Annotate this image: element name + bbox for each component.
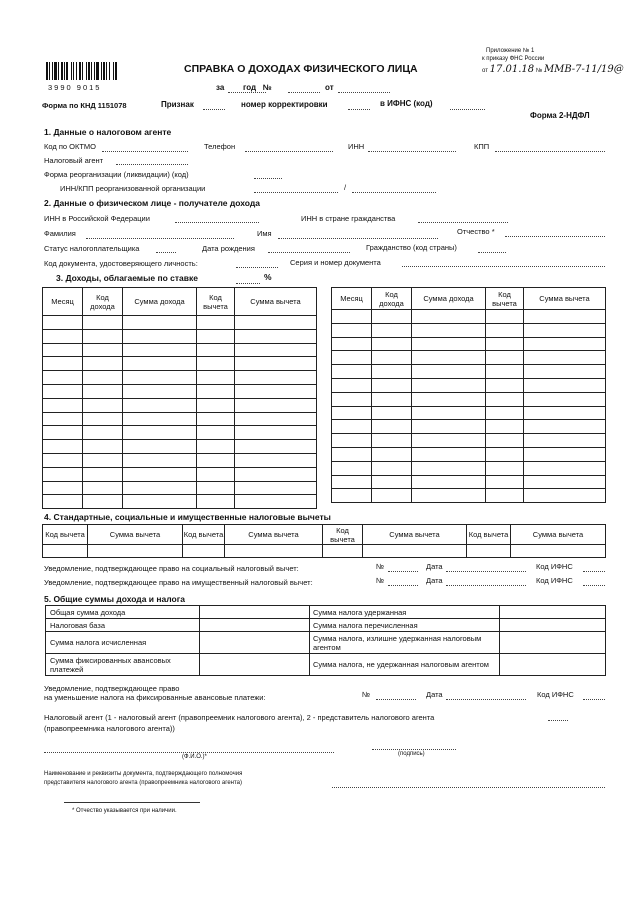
table-row: [43, 495, 317, 509]
table-row: [332, 323, 606, 337]
th-deduction-sum: Сумма вычета: [524, 288, 606, 310]
notice-social-ifns: Код ИФНС: [536, 562, 573, 571]
notice-fixed-date: Дата: [426, 690, 443, 699]
fio-caption: (Ф.И.О.)*: [182, 754, 207, 760]
income-table-left: [42, 287, 317, 509]
page-title: СПРАВКА О ДОХОДАХ ФИЗИЧЕСКОГО ЛИЦА: [184, 63, 418, 75]
name-label: Имя: [257, 229, 272, 238]
totals-table: [45, 605, 606, 676]
fixed-advance-label: Сумма фиксированных авансовых платежей: [46, 654, 200, 676]
table-row: [43, 316, 317, 330]
income-table-right: [331, 287, 606, 503]
table-row: [43, 329, 317, 343]
table-row: [43, 426, 317, 440]
table-row: [332, 392, 606, 406]
notice-property-no: №: [376, 576, 385, 585]
th-deduction-code: Код вычета: [197, 288, 235, 316]
footnote: * Отчество указывается при наличии.: [72, 808, 177, 814]
agent-type-line2: (правопреемника налогового агента)): [44, 724, 175, 733]
kpp-label: КПП: [474, 142, 490, 151]
table-row: [332, 406, 606, 420]
authority-doc-line1: Наименование и реквизиты документа, подтверждающего полномочия: [44, 771, 243, 777]
deductions-table: [42, 524, 606, 558]
table-row: [43, 412, 317, 426]
appendix-number-hw: ММВ-7-11/19@: [543, 64, 624, 75]
th-ded-code-4: Код вычета: [467, 525, 511, 545]
th-income-code: Код дохода: [372, 288, 412, 310]
corr-label: номер корректировки: [241, 100, 328, 109]
table-row: [332, 365, 606, 379]
inn-foreign-label: ИНН в стране гражданства: [301, 214, 396, 223]
doc-code-label: Код документа, удостоверяющего личность:: [44, 259, 198, 268]
oktmo-label: Код по ОКТМО: [44, 142, 97, 151]
citizenship-label: Гражданство (код страны): [366, 243, 457, 252]
table-row: [332, 489, 606, 503]
table-row: [332, 475, 606, 489]
notice-property: Уведомление, подтверждающее право на имущественный налоговый вычет:: [44, 578, 313, 587]
table-row: [43, 481, 317, 495]
th-deduction-sum: Сумма вычета: [235, 288, 317, 316]
notice-fixed-line1: Уведомление, подтверждающее право: [44, 684, 180, 693]
notice-fixed-no: №: [362, 690, 371, 699]
table-row: [43, 343, 317, 357]
th-income-code: Код дохода: [83, 288, 123, 316]
agent-type-line1: Налоговый агент (1 - налоговый агент (правопреемник налогового агента), 2 - представитель налогового агента: [44, 713, 435, 722]
table-row: [43, 371, 317, 385]
tax-withheld-label: Сумма налога удержанная: [310, 606, 500, 619]
innkpp-slash: /: [344, 183, 347, 192]
notice-fixed-ifns: Код ИФНС: [537, 690, 574, 699]
barcode: [46, 62, 138, 80]
th-income-sum: Сумма дохода: [412, 288, 486, 310]
table-row: [43, 384, 317, 398]
table-row: [332, 337, 606, 351]
table-row: [332, 310, 606, 324]
th-ded-code-2: Код вычета: [183, 525, 225, 545]
appendix-date-hw: 17.01.18: [489, 64, 535, 75]
table-row: [43, 440, 317, 454]
surname-label: Фамилия: [44, 229, 76, 238]
table-row: [43, 398, 317, 412]
agent-label: Налоговый агент: [44, 156, 104, 165]
inn-rf-label: ИНН в Российской Федерации: [44, 214, 150, 223]
doc-series-label: Серия и номер документа: [290, 258, 381, 267]
table-row: [43, 357, 317, 371]
authority-doc-line2: представителя налогового агента (правопреемника налогового агента): [44, 780, 242, 786]
section4-title: 4. Стандартные, социальные и имущественные налоговые вычеты: [44, 512, 331, 522]
table-row: [332, 447, 606, 461]
sign-label: Признак: [161, 100, 194, 109]
inn-label: ИНН: [348, 142, 365, 151]
th-ded-sum-3: Сумма вычета: [363, 525, 467, 545]
form-knd: Форма по КНД 1151078: [42, 101, 127, 110]
total-income-label: Общая сумма дохода: [46, 606, 200, 619]
tax-over-withheld-label: Сумма налога, излишне удержанная налоговым агентом: [310, 632, 500, 654]
table-row: [332, 420, 606, 434]
status-label: Статус налогоплательщика: [44, 244, 140, 253]
th-ded-code-1: Код вычета: [43, 525, 88, 545]
th-ded-sum-2: Сумма вычета: [225, 525, 323, 545]
ifns-label: в ИФНС (код): [380, 99, 433, 108]
year-label: год №: [243, 83, 272, 92]
reorg-innkpp-label: ИНН/КПП реорганизованной организации: [60, 184, 206, 193]
table-row: [43, 467, 317, 481]
notice-property-date: Дата: [426, 576, 443, 585]
form-name: Форма 2-НДФЛ: [530, 111, 590, 120]
th-month: Месяц: [332, 288, 372, 310]
table-row: [332, 351, 606, 365]
from-label: от: [325, 83, 334, 92]
reorg-form-label: Форма реорганизации (ликвидации) (код): [44, 170, 189, 179]
notice-fixed-line2: на уменьшение налога на фиксированные авансовые платежи:: [44, 693, 266, 702]
table-row: [332, 461, 606, 475]
notice-social-no: №: [376, 562, 385, 571]
patronymic-label: Отчество *: [457, 227, 495, 236]
th-ded-sum-1: Сумма вычета: [88, 525, 183, 545]
appendix-line2: к приказу ФНС России: [482, 56, 545, 62]
table-row: [332, 434, 606, 448]
th-ded-code-3: Код вычета: [323, 525, 363, 545]
section5-title: 5. Общие суммы дохода и налога: [44, 594, 185, 604]
signature-caption: (подпись): [398, 751, 425, 757]
table-row: [332, 378, 606, 392]
barcode-number: 3990 9015: [48, 83, 102, 92]
th-deduction-code: Код вычета: [486, 288, 524, 310]
notice-property-ifns: Код ИФНС: [536, 576, 573, 585]
rate-percent: %: [264, 272, 272, 282]
notice-social-date: Дата: [426, 562, 443, 571]
appendix-line1: Приложение № 1: [486, 48, 535, 54]
tax-not-withheld-label: Сумма налога, не удержанная налоговым агентом: [310, 654, 500, 676]
section1-title: 1. Данные о налоговом агенте: [44, 127, 172, 137]
section2-title: 2. Данные о физическом лице - получателе дохода: [44, 198, 260, 208]
tax-base-label: Налоговая база: [46, 619, 200, 632]
tax-transferred-label: Сумма налога перечисленная: [310, 619, 500, 632]
phone-label: Телефон: [204, 142, 236, 151]
section3-title: 3. Доходы, облагаемые по ставке: [56, 273, 198, 283]
for-label: за: [216, 83, 225, 92]
appendix-line3: от 17.01.18 № ММВ-7-11/19@: [482, 64, 624, 75]
th-income-sum: Сумма дохода: [123, 288, 197, 316]
th-month: Месяц: [43, 288, 83, 316]
tax-calculated-label: Сумма налога исчисленная: [46, 632, 200, 654]
notice-social: Уведомление, подтверждающее право на социальный налоговый вычет:: [44, 564, 299, 573]
birth-label: Дата рождения: [202, 244, 255, 253]
th-ded-sum-4: Сумма вычета: [511, 525, 606, 545]
table-row: [43, 453, 317, 467]
